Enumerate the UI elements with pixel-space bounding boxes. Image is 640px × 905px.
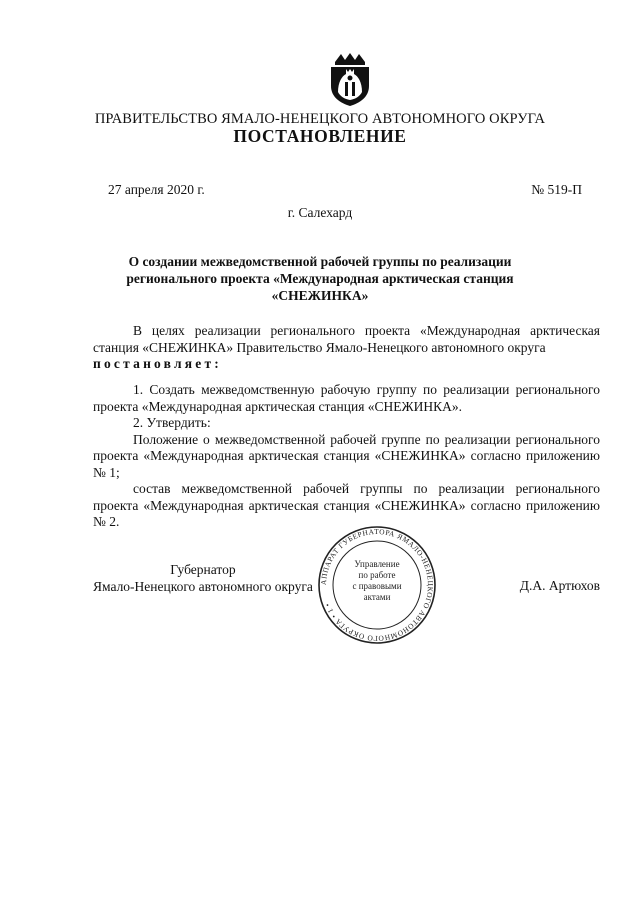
decree-items [93,382,600,531]
stamp-ring-text: АППАРАТ ГУБЕРНАТОРА ЯМАЛО-НЕНЕЦКОГО АВТОНОМНОГО ОКРУГА • 1 • [318,526,436,644]
stamp-line-2: по работе [358,570,396,580]
official-stamp [316,524,438,646]
document-city: г. Салехард [287,205,353,220]
position-line-2: Ямало-Ненецкого автономного округа [93,579,313,594]
government-name: ПРАВИТЕЛЬСТВО ЯМАЛО-НЕНЕЦКОГО АВТОНОМНОГО ОКРУГА [94,111,546,127]
coat-of-arms-icon [327,52,373,108]
position-line-1: Губернатор [170,562,236,577]
document-date: 27 апреля 2020 г. [108,182,205,197]
item-2b: состав межведомственной рабочей группы по реализации регионального проекта «Международная арктическая станция «СНЕЖИНКА» согласно приложению № 2. [93,481,600,529]
item-2a: Положение о межведомственной рабочей группе по реализации регионального проекта «Международная арктическая станция «СНЕЖИНКА» согласно приложению № 1; [93,431,600,480]
signatory-name: Д.А. Артюхов [519,578,600,593]
stamp-line-4: актами [363,592,391,602]
decree-word: постановляет: [93,356,222,371]
document-title: О создании межведомственной рабочей группы по реализации регионального проекта «Международная арктическая станция «СНЕЖИНКА» [126,254,514,303]
preamble-text: В целях реализации регионального проекта «Международная арктическая станция «СНЕЖИНКА» Правительство Ямало-Ненецкого автономного округа [93,323,600,355]
stamp-line-1: Управление [354,559,400,569]
signatory-position [93,561,313,595]
stamp-line-3: с правовыми [352,581,402,591]
item-2: 2. Утвердить: [133,415,211,430]
item-1: 1. Создать межведомственную рабочую группу по реализации регионального проекта «Международная арктическая станция «СНЕЖИНКА». [93,382,600,414]
preamble-block [93,323,600,373]
document-type: ПОСТАНОВЛЕНИЕ [233,126,407,146]
document-number: № 519-П [531,182,582,197]
